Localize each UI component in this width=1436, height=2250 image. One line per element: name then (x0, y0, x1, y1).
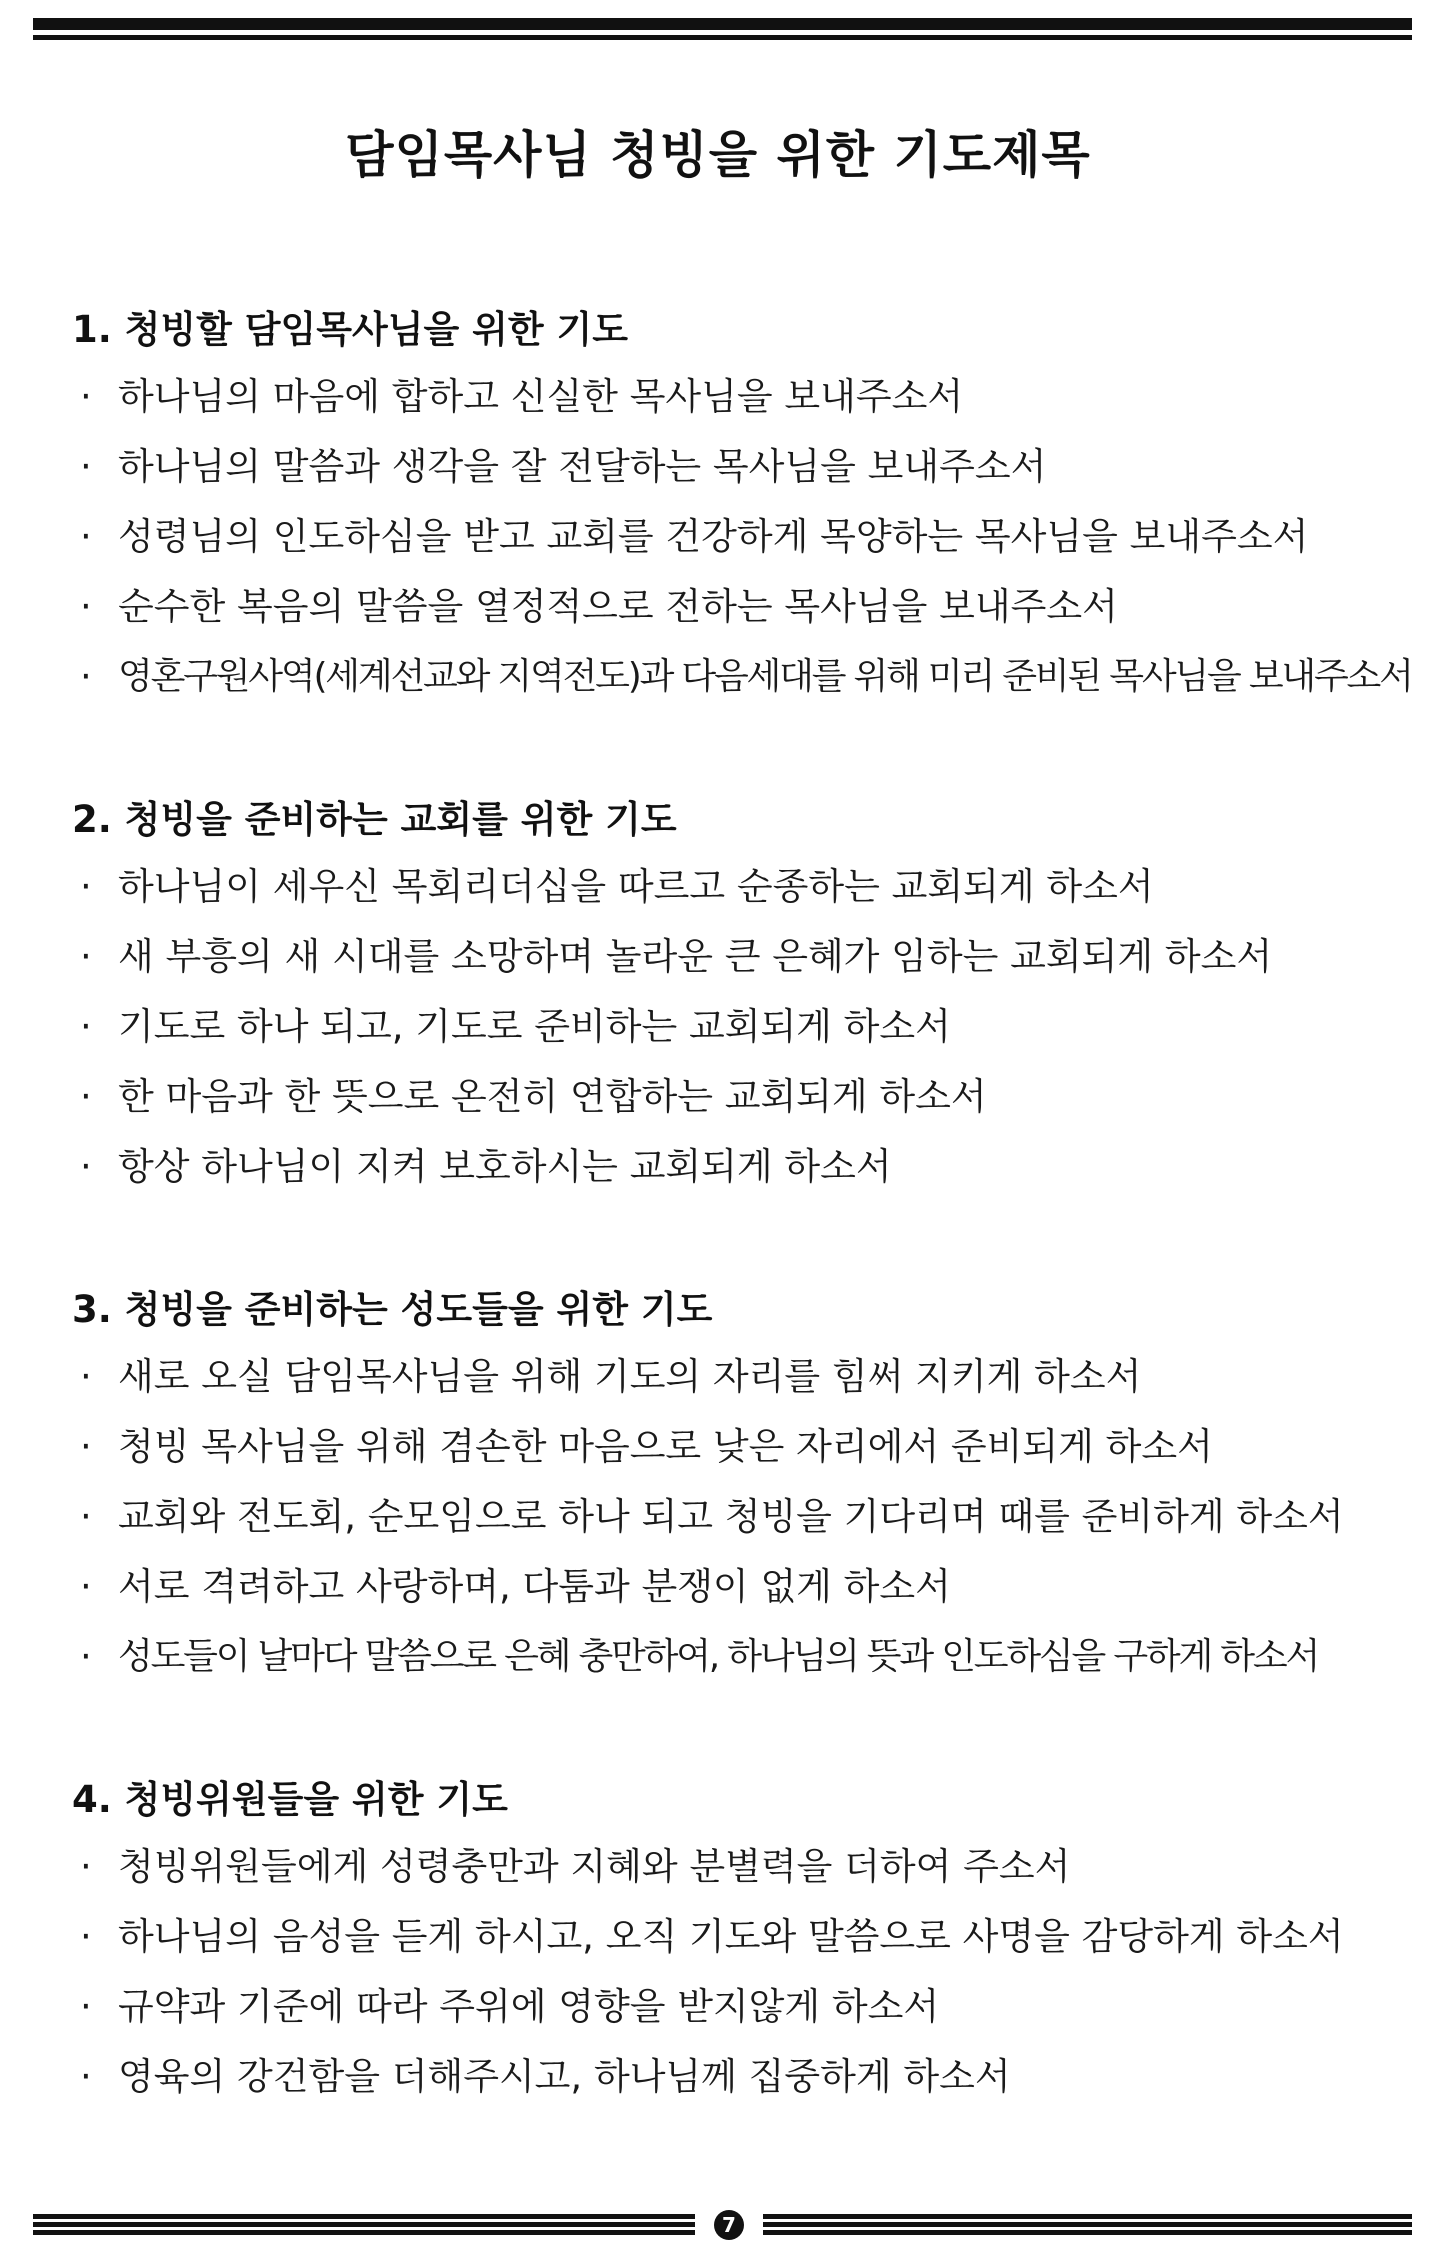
item-text: 하나님의 음성을 듣게 하시고, 오직 기도와 말씀으로 사명을 감당하게 하소서 (118, 1915, 1344, 1958)
top-double-rule (33, 18, 1412, 42)
list-item (72, 1902, 1396, 1972)
section-2 (72, 788, 1396, 1202)
section-heading: 3. 청빙을 준비하는 성도들을 위한 기도 (72, 1288, 713, 1331)
bullet-dot: · (80, 1985, 92, 2028)
bullet-dot: · (80, 375, 92, 418)
bullet-dot: · (80, 585, 92, 628)
item-text: 하나님이 세우신 목회리더십을 따르고 순종하는 교회되게 하소서 (118, 865, 1154, 908)
bullet-dot: · (80, 1635, 90, 1678)
bullet-dot: · (80, 1355, 92, 1398)
page-number-badge: 7 (714, 2210, 744, 2240)
bullet-dot: · (80, 1495, 92, 1538)
bottom-rule-line (763, 2214, 1412, 2219)
bullet-dot: · (80, 1005, 92, 1048)
list-item (72, 1972, 1396, 2042)
item-text: 성령님의 인도하심을 받고 교회를 건강하게 목양하는 목사님을 보내주소서 (118, 515, 1309, 558)
list-item (72, 502, 1396, 572)
bullet-dot: · (80, 445, 92, 488)
list-item (72, 432, 1396, 502)
list-item (72, 1342, 1396, 1412)
prayer-list (72, 1832, 1396, 2112)
bottom-rule-line (33, 2222, 695, 2227)
item-text: 청빙 목사님을 위해 겸손한 마음으로 낮은 자리에서 준비되게 하소서 (118, 1425, 1213, 1468)
item-text: 성도들이 날마다 말씀으로 은혜 충만하여, 하나님의 뜻과 인도하심을 구하게 하소서 (118, 1636, 1319, 1677)
bullet-dot: · (80, 515, 92, 558)
list-item (72, 1132, 1396, 1202)
bottom-rule-line (33, 2230, 695, 2235)
prayer-list (72, 362, 1412, 712)
item-text: 순수한 복음의 말씀을 열정적으로 전하는 목사님을 보내주소서 (118, 585, 1118, 628)
item-text: 기도로 하나 되고, 기도로 준비하는 교회되게 하소서 (118, 1005, 951, 1048)
item-text: 새로 오실 담임목사님을 위해 기도의 자리를 힘써 지키게 하소서 (118, 1355, 1142, 1398)
item-text: 항상 하나님이 지켜 보호하시는 교회되게 하소서 (118, 1145, 892, 1188)
bullet-dot: · (80, 1845, 92, 1888)
bullet-dot: · (80, 1425, 92, 1468)
section-4 (72, 1768, 1396, 2112)
item-text: 교회와 전도회, 순모임으로 하나 되고 청빙을 기다리며 때를 준비하게 하소서 (118, 1495, 1344, 1538)
list-item (72, 362, 1396, 432)
list-item (72, 1622, 1396, 1692)
item-text: 규약과 기준에 따라 주위에 영향을 받지않게 하소서 (118, 1985, 940, 2028)
item-text: 하나님의 마음에 합하고 신실한 목사님을 보내주소서 (118, 375, 964, 418)
list-item (72, 1552, 1396, 1622)
bullet-dot: · (80, 1145, 92, 1188)
bullet-dot: · (80, 2055, 92, 2098)
item-text: 한 마음과 한 뜻으로 온전히 연합하는 교회되게 하소서 (118, 1075, 987, 1118)
top-rule-thick (33, 18, 1412, 30)
list-item (72, 642, 1412, 712)
list-item (72, 852, 1396, 922)
bullet-dot: · (80, 1075, 92, 1118)
item-text: 서로 격려하고 사랑하며, 다툼과 분쟁이 없게 하소서 (118, 1565, 951, 1608)
list-item (72, 1482, 1396, 1552)
bullet-dot: · (80, 865, 92, 908)
section-3 (72, 1278, 1396, 1692)
section-1 (72, 298, 1412, 712)
list-item (72, 992, 1396, 1062)
section-heading: 4. 청빙위원들을 위한 기도 (72, 1778, 508, 1821)
item-text: 새 부흥의 새 시대를 소망하며 놀라운 큰 은혜가 임하는 교회되게 하소서 (118, 935, 1273, 978)
list-item (72, 1062, 1396, 1132)
section-heading: 2. 청빙을 준비하는 교회를 위한 기도 (72, 798, 677, 841)
page-title: 담임목사님 청빙을 위한 기도제목 (345, 126, 1091, 184)
list-item (72, 1832, 1396, 1902)
item-text: 청빙위원들에게 성령충만과 지혜와 분별력을 더하여 주소서 (118, 1845, 1071, 1888)
bullet-dot: · (80, 935, 92, 978)
bottom-rule (33, 2210, 1412, 2238)
bottom-rule-line (763, 2230, 1412, 2235)
top-rule-thin (33, 35, 1412, 40)
bullet-dot: · (80, 1915, 92, 1958)
item-text: 영육의 강건함을 더해주시고, 하나님께 집중하게 하소서 (118, 2055, 1011, 2098)
bullet-dot: · (80, 655, 90, 698)
bottom-rule-line (763, 2222, 1412, 2227)
item-text: 하나님의 말씀과 생각을 잘 전달하는 목사님을 보내주소서 (118, 445, 1047, 488)
list-item (72, 572, 1396, 642)
prayer-list (72, 852, 1396, 1202)
list-item (72, 2042, 1396, 2112)
list-item (72, 922, 1396, 992)
bottom-rule-line (33, 2214, 695, 2219)
list-item (72, 1412, 1396, 1482)
bullet-dot: · (80, 1565, 92, 1608)
prayer-list (72, 1342, 1396, 1692)
item-text: 영혼구원사역(세계선교와 지역전도)과 다음세대를 위해 미리 준비된 목사님을 보내주소서 (118, 656, 1412, 697)
section-heading: 1. 청빙할 담임목사님을 위한 기도 (72, 308, 628, 351)
